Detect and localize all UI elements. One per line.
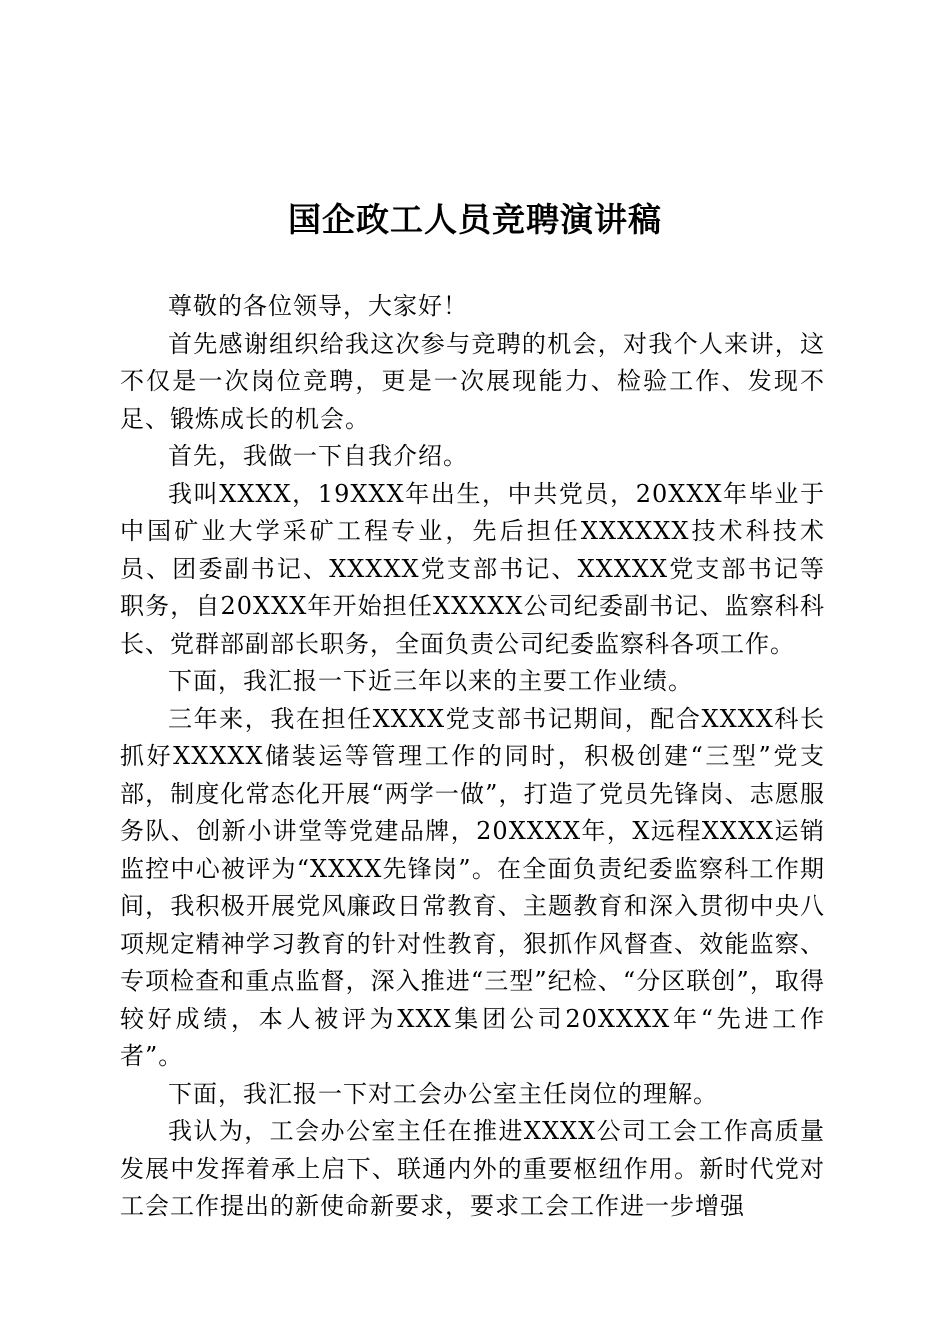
document-body xyxy=(120,288,825,1226)
paragraph-self-introduction: 我叫XXXX，19XXX年出生，中共党员，20XXX年毕业于中国矿业大学采矿工程专业，先后担任XXXXXX技术科技术员、团委副书记、XXXXX党支部书记、XXXXX党支部书记等职务，自20XXX年开始担任XXXXX公司纪委副书记、监察科科长、党群部副部长职务，全面负责公司纪委监察科各项工作。 xyxy=(120,479,825,658)
paragraph-achievements-heading: 下面，我汇报一下近三年以来的主要工作业绩。 xyxy=(168,667,693,695)
paragraph-thanks: 首先感谢组织给我这次参与竞聘的机会，对我个人来讲，这不仅是一次岗位竞聘，更是一次展现能力、检验工作、发现不足、锻炼成长的机会。 xyxy=(120,329,825,433)
paragraph-greeting: 尊敬的各位领导，大家好！ xyxy=(168,292,468,320)
document-title: 国企政工人员竞聘演讲稿 xyxy=(288,200,662,239)
paragraph-achievements: 三年来，我在担任XXXX党支部书记期间，配合XXXX科长抓好XXXXX储装运等管理工作的同时，积极创建“三型”党支部，制度化常态化开展“两学一做”，打造了党员先锋岗、志愿服务队、创新小讲堂等党建品牌，20XXXX年，X远程XXXX运销监控中心被评为“XXXX先锋岗”。在全面负责纪委监察科工作期间，我积极开展党风廉政日常教育、主题教育和深入贯彻中央八项规定精神学习教育的针对性教育，狠抓作风督查、效能监察、专项检查和重点监督，深入推进“三型”纪检、“分区联创”，取得较好成绩，本人被评为XXX集团公司20XXXX年“先进工作者”。 xyxy=(120,704,825,1070)
paragraph-intro-heading: 首先，我做一下自我介绍。 xyxy=(168,442,468,470)
paragraph-understanding-heading: 下面，我汇报一下对工会办公室主任岗位的理解。 xyxy=(168,1079,718,1108)
paragraph-understanding: 我认为，工会办公室主任在推进XXXX公司工会工作高质量发展中发挥着承上启下、联通内外的重要枢纽作用。新时代党对工会工作提出的新使命新要求，要求工会工作进一步增强 xyxy=(120,1117,825,1220)
